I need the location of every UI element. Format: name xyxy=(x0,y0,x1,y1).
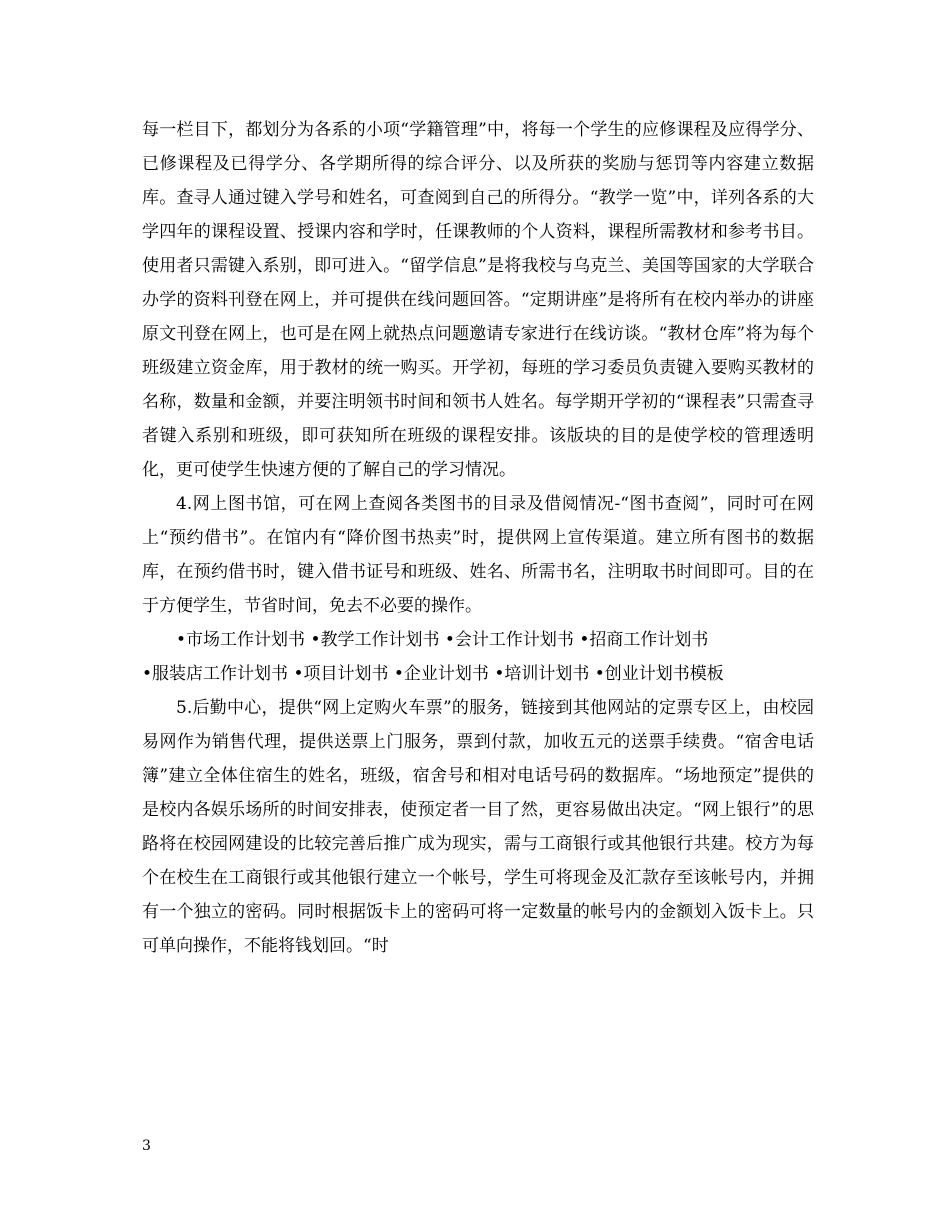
link-startup-plan-template[interactable]: •创业计划书模板 xyxy=(594,664,724,684)
document-body xyxy=(142,113,814,963)
link-accounting-work-plan[interactable]: •会计工作计划书 xyxy=(444,630,574,650)
paragraph-logistics-center: 5.后勤中心，提供“网上定购火车票”的服务，链接到其他网站的定票专区上，由校园易网作为销售代理，提供送票上门服务，票到付款，加收五元的送票手续费。“宿舍电话簿”建立全体住宿生的姓名，班级，宿舍号和相对电话号码的数据库。“场地预定”提供的是校内各娱乐场所的时间安排表，使预定者一目了然，更容易做出决定。“网上银行”的思路将在校园网建设的比较完善后推广成为现实，需与工商银行或其他银行共建。校方为每个在校生在工商银行或其他银行建立一个帐号，学生可将现金及汇款存至该帐号内，并拥有一个独立的密码。同时根据饭卡上的密码可将一定数量的帐号内的金额划入饭卡上。只可单向操作，不能将钱划回。“时 xyxy=(142,698,814,956)
link-project-plan[interactable]: •项目计划书 xyxy=(293,664,389,684)
link-clothing-store-work-plan[interactable]: •服装店工作计划书 xyxy=(142,664,289,684)
related-links-list xyxy=(142,623,814,691)
link-training-plan[interactable]: •培训计划书 xyxy=(494,664,590,684)
link-business-plan[interactable]: •企业计划书 xyxy=(393,664,489,684)
paragraph-online-library: 4.网上图书馆，可在网上查阅各类图书的目录及借阅情况-“图书查阅”，同时可在网上“预约借书”。在馆内有“降价图书热卖”时，提供网上宣传渠道。建立所有图书的数据库，在预约借书时，键入借书证号和班级、姓名、所需书名，注明取书时间即可。目的在于方便学生，节省时间，免去不必要的操作。 xyxy=(142,494,814,616)
link-investment-work-plan[interactable]: •招商工作计划书 xyxy=(579,630,709,650)
page-number: 3 xyxy=(142,1138,151,1154)
link-market-work-plan[interactable]: •市场工作计划书 xyxy=(176,630,306,650)
paragraph-student-management: 每一栏目下，都划分为各系的小项“学籍管理”中，将每一个学生的应修课程及应得学分、已修课程及已得学分、各学期所得的综合评分、以及所获的奖励与惩罚等内容建立数据库。查寻人通过键入学号和姓名，可查阅到自己的所得分。“教学一览”中，详列各系的大学四年的课程设置、授课内容和学时，任课教师的个人资料，课程所需教材和参考书目。使用者只需键入系别，即可进入。“留学信息”是将我校与乌克兰、美国等国家的大学联合办学的资料刊登在网上，并可提供在线问题回答。“定期讲座”是将所有在校内举办的讲座原文刊登在网上，也可是在网上就热点问题邀请专家进行在线访谈。“教材仓库”将为每个班级建立资金库，用于教材的统一购买。开学初，每班的学习委员负责键入要购买教材的名称，数量和金额，并要注明领书时间和领书人姓名。每学期开学初的“课程表”只需查寻者键入系别和班级，即可获知所在班级的课程安排。该版块的目的是使学校的管理透明化，更可使学生快速方便的了解自己的学习情况。 xyxy=(142,120,814,480)
link-teaching-work-plan[interactable]: •教学工作计划书 xyxy=(310,630,440,650)
